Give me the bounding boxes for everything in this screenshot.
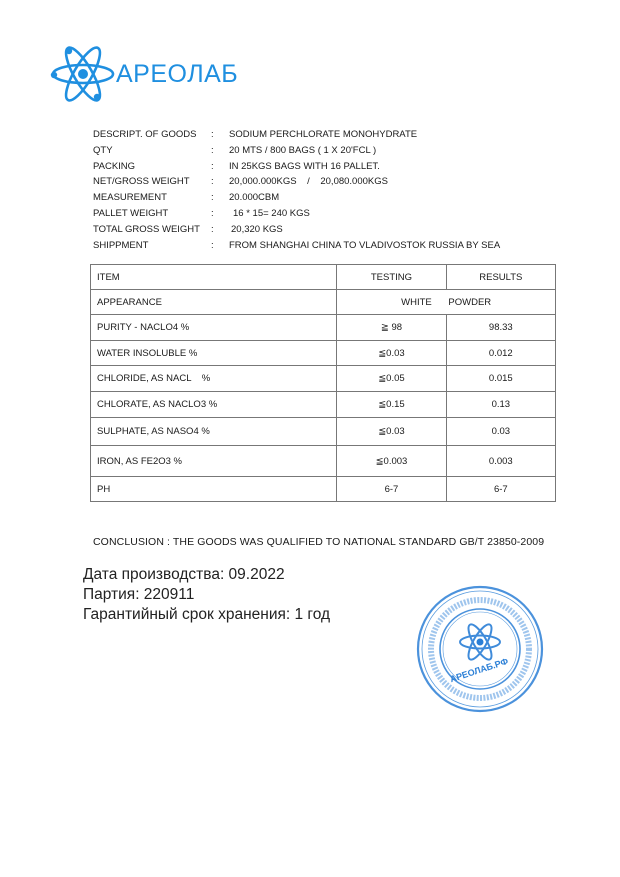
appearance-label: APPEARANCE [91,290,337,315]
spec-value: IN 25KGS BAGS WITH 16 PALLET. [229,160,380,172]
spec-value: 20 MTS / 800 BAGS ( 1 X 20'FCL ) [229,144,377,156]
spec-label: NET/GROSS WEIGHT [93,176,190,188]
cell-result: 0.015 [446,366,555,392]
cell-result: 0.003 [446,446,555,477]
table-row [91,418,556,446]
table-row [91,341,556,366]
company-stamp [415,584,545,714]
cell-result: 0.03 [446,418,555,446]
cell-item: CHLORIDE, AS NACL % [91,366,337,392]
spec-label: TOTAL GROSS WEIGHT [93,223,200,235]
stamp-center-text: АРЕОЛАБ.РФ [448,656,510,685]
logo-text: АРЕОЛАБ [116,60,239,88]
table-header-row [91,265,556,290]
table-row [91,315,556,341]
spec-colon: : [211,223,214,235]
spec-value: SODIUM PERCHLORATE MONOHYDRATE [229,129,418,140]
atom-icon [50,44,116,104]
table-row [91,392,556,418]
cell-item: CHLORATE, AS NACLO3 % [91,392,337,418]
header-results: RESULTS [446,265,555,290]
spec-colon: : [211,176,214,188]
table-row [91,477,556,502]
spec-colon: : [211,192,214,204]
spec-colon: : [211,239,214,251]
results-table [90,264,556,502]
cell-result: 98.33 [446,315,555,341]
spec-label: SHIPPMENT [93,239,149,251]
spec-label: PACKING [93,160,136,172]
spec-colon: : [211,144,214,156]
conclusion-text: CONCLUSION : THE GOODS WAS QUALIFIED TO NATIONAL STANDARD GB/T 23850-2009 [93,536,545,548]
cell-item: IRON, AS FE2O3 % [91,446,337,477]
appearance-value: WHITE POWDER [337,290,556,315]
spec-value: FROM SHANGHAI CHINA TO VLADIVOSTOK RUSSIA BY SEA [229,239,501,251]
header-item: ITEM [91,265,337,290]
cell-testing: 6-7 [337,477,446,502]
cell-testing: ≦0.03 [337,341,446,366]
table-row [91,446,556,477]
cell-item: PH [91,477,337,502]
cell-testing: ≦0.15 [337,392,446,418]
batch-number: Партия: 220911 [83,586,195,603]
company-logo [50,44,250,104]
spec-colon: : [211,207,214,219]
table-row-appearance [91,290,556,315]
cell-result: 6-7 [446,477,555,502]
cell-testing: ≦0.03 [337,418,446,446]
spec-colon: : [211,129,214,140]
cell-item: PURITY - NACLO4 % [91,315,337,341]
spec-label: QTY [93,144,113,156]
cell-result: 0.13 [446,392,555,418]
cell-testing: ≦0.05 [337,366,446,392]
cell-item: WATER INSOLUBLE % [91,341,337,366]
spec-label: PALLET WEIGHT [93,207,169,219]
table-row [91,366,556,392]
spec-label: MEASUREMENT [93,192,167,204]
cell-testing: ≦0.003 [337,446,446,477]
header-testing: TESTING [337,265,446,290]
cell-item: SULPHATE, AS NASO4 % [91,418,337,446]
cell-result: 0.012 [446,341,555,366]
warranty-period: Гарантийный срок хранения: 1 год [83,606,331,623]
cell-testing: ≧ 98 [337,315,446,341]
spec-value: 16 * 15= 240 KGS [233,207,310,219]
spec-value: 20,320 KGS [231,223,283,235]
spec-value: 20.000CBM [229,192,280,204]
production-date: Дата производства: 09.2022 [83,566,285,583]
spec-value: 20,000.000KGS / 20,080.000KGS [229,176,388,188]
spec-label: DESCRIPT. OF GOODS [93,129,197,140]
spec-colon: : [211,160,214,172]
